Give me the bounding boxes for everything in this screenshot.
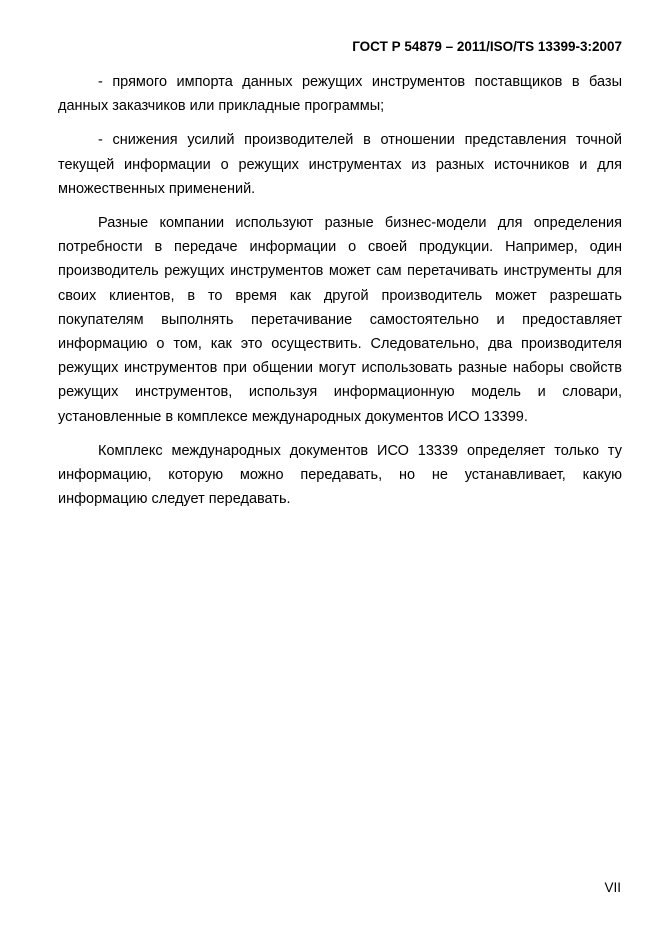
paragraph-business-models: Разные компании используют разные бизнес-модели для определения потребности в передаче информации о своей продукции. Например, один производитель режущих инструментов может сам перетачивать инструменты для своих клиентов, в то время как другой производитель может разрешать покупателям выполнять перетачивание самостоятельно и предоставляет информацию о том, как это осуществить. Следовательно, два производителя режущих инструментов при общении могут использовать разные наборы свойств режущих инструментов, используя информационную модель и словари, установленные в комплексе международных документов ИСО 13399.	[58, 215, 622, 425]
list-item-reduce-effort: - снижения усилий производителей в отношении представления точной текущей информации о режущих инструментах из разных источников и для множественных применений.	[58, 132, 622, 197]
document-body	[58, 70, 622, 511]
page-number: VII	[604, 880, 621, 895]
paragraph-iso-13339-scope: Комплекс международных документов ИСО 13339 определяет только ту информацию, которую можно передавать, но не устанавливает, какую информацию следует передавать.	[58, 442, 622, 508]
document-header: ГОСТ Р 54879 – 2011/ISO/TS 13399-3:2007	[352, 39, 622, 54]
list-item-direct-import: - прямого импорта данных режущих инструментов поставщиков в базы данных заказчиков или прикладные программы;	[58, 74, 622, 115]
